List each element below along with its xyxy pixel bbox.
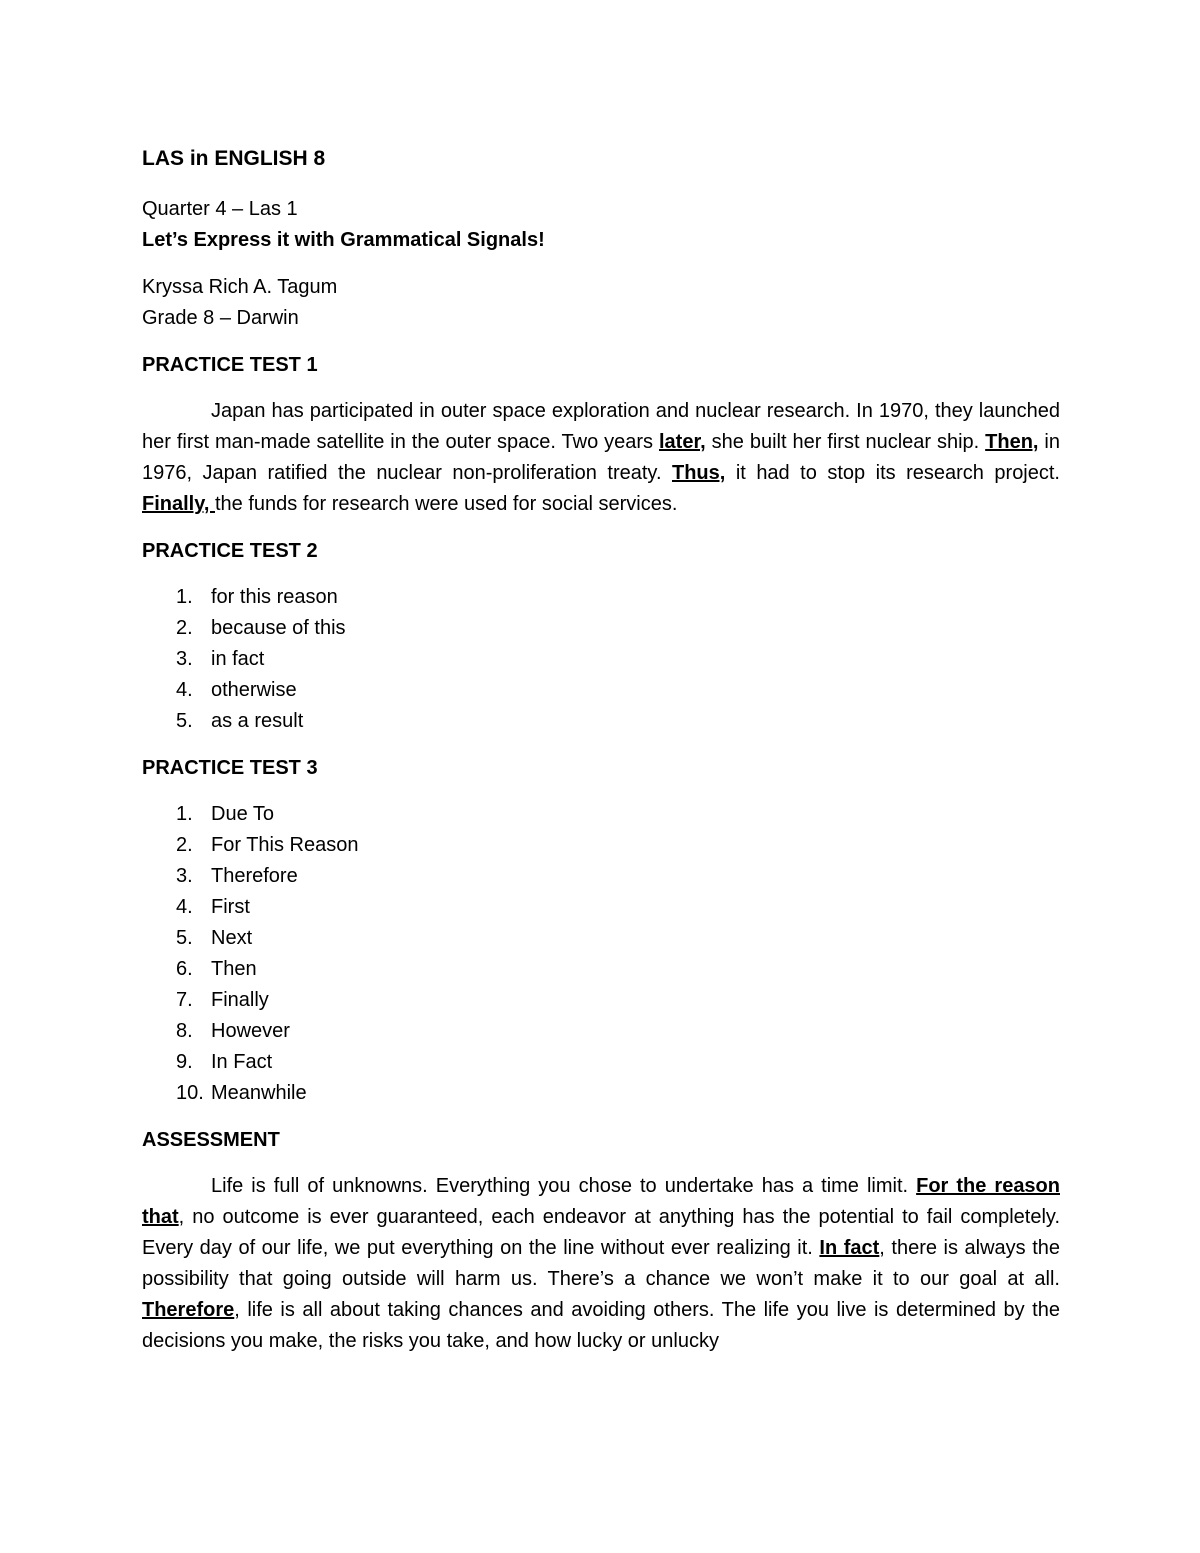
assessment-paragraph — [142, 1171, 1060, 1357]
item-number: 8. — [176, 1020, 193, 1042]
list-item — [142, 892, 1060, 923]
student-name: Kryssa Rich A. Tagum — [142, 276, 338, 298]
item-number: 10. — [176, 1082, 204, 1104]
item-number: 3. — [176, 648, 193, 670]
signal-word: Thus, — [672, 462, 726, 484]
item-text: For This Reason — [211, 834, 359, 856]
item-number: 1. — [176, 803, 193, 825]
list-item — [142, 644, 1060, 675]
list-item — [142, 985, 1060, 1016]
item-text: because of this — [211, 617, 346, 639]
practice-test-1-heading: PRACTICE TEST 1 — [142, 354, 318, 376]
practice-test-3-list — [142, 799, 1060, 1109]
paragraph-text: Japan has participated in outer space exploration and nuclear research. In 1970, they launched her first man-made satellite in the outer space. Two years — [142, 400, 1060, 453]
item-text: Meanwhile — [211, 1082, 307, 1104]
document-title: LAS in ENGLISH 8 — [142, 147, 326, 170]
item-number: 4. — [176, 896, 193, 918]
item-text: as a result — [211, 710, 304, 732]
practice-test-2-heading: PRACTICE TEST 2 — [142, 540, 318, 562]
item-number: 4. — [176, 679, 193, 701]
list-item — [142, 799, 1060, 830]
signal-word: In fact — [819, 1237, 880, 1259]
quarter-line: Quarter 4 – Las 1 — [142, 198, 298, 220]
list-item — [142, 830, 1060, 861]
list-item — [142, 613, 1060, 644]
signal-word: Finally, — [142, 493, 215, 515]
paragraph-text: , life is all about taking chances and avoiding others. The life you live is determined by the decisions you make, the risks you take, and how lucky or unlucky — [142, 1299, 1060, 1352]
item-number: 1. — [176, 586, 193, 608]
item-number: 6. — [176, 958, 193, 980]
signal-word: Therefore — [142, 1299, 235, 1321]
list-item — [142, 675, 1060, 706]
item-text: However — [211, 1020, 290, 1042]
list-item — [142, 923, 1060, 954]
item-text: otherwise — [211, 679, 297, 701]
list-item — [142, 954, 1060, 985]
paragraph-text: , no outcome is ever guaranteed, each endeavor at anything has the potential to fail completely. Every day of our life, we put everything on the line without ever realizing it. — [142, 1206, 1060, 1259]
item-text: Therefore — [211, 865, 298, 887]
document-page — [142, 140, 1060, 1357]
lesson-subtitle: Let’s Express it with Grammatical Signals! — [142, 229, 545, 251]
list-item — [142, 861, 1060, 892]
item-text: for this reason — [211, 586, 338, 608]
list-item — [142, 1078, 1060, 1109]
paragraph-text: Life is full of unknowns. Everything you chose to undertake has a time limit. — [211, 1175, 917, 1197]
item-text: Then — [211, 958, 257, 980]
item-text: Next — [211, 927, 253, 949]
item-number: 9. — [176, 1051, 193, 1073]
paragraph-text: it had to stop its research project. — [725, 462, 1060, 484]
signal-word: For the reason that — [142, 1175, 1060, 1228]
paragraph-text: in 1976, Japan ratified the nuclear non-proliferation treaty. — [142, 431, 1061, 484]
item-text: First — [211, 896, 250, 918]
practice-test-1-paragraph — [142, 396, 1060, 520]
item-number: 5. — [176, 927, 193, 949]
list-item — [142, 1016, 1060, 1047]
signal-word: later, — [659, 431, 706, 453]
item-number: 5. — [176, 710, 193, 732]
item-text: Finally — [211, 989, 269, 1011]
signal-word: Then, — [985, 431, 1039, 453]
item-text: Due To — [211, 803, 275, 825]
paragraph-text: the funds for research were used for social services. — [214, 493, 678, 515]
item-number: 2. — [176, 617, 193, 639]
practice-test-2-list — [142, 582, 1060, 737]
list-item — [142, 706, 1060, 737]
practice-test-3-heading: PRACTICE TEST 3 — [142, 757, 318, 779]
list-item — [142, 1047, 1060, 1078]
item-number: 7. — [176, 989, 193, 1011]
item-number: 3. — [176, 865, 193, 887]
paragraph-text: she built her first nuclear ship. — [705, 431, 986, 453]
assessment-heading: ASSESSMENT — [142, 1129, 280, 1151]
item-number: 2. — [176, 834, 193, 856]
item-text: in fact — [211, 648, 265, 670]
item-text: In Fact — [211, 1051, 273, 1073]
grade-section: Grade 8 – Darwin — [142, 307, 299, 329]
list-item — [142, 582, 1060, 613]
paragraph-text: , there is always the possibility that going outside will harm us. There’s a chance we won’t make it to our goal at all. — [142, 1237, 1060, 1290]
